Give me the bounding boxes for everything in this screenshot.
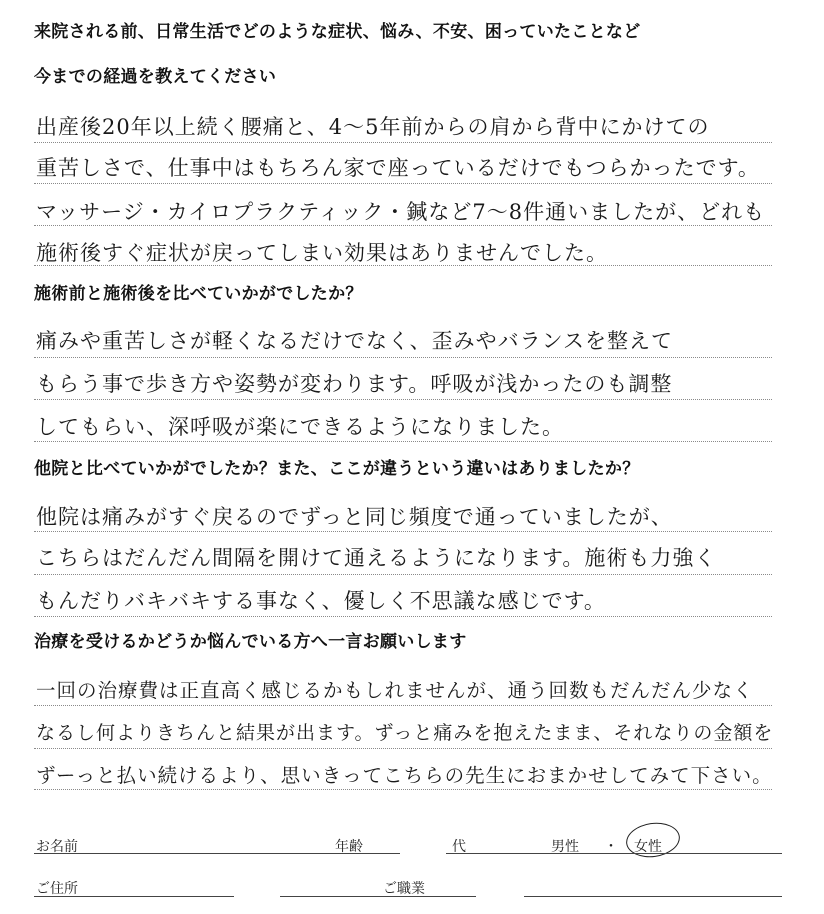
rule [34,789,772,790]
question-4: 治療を受けるかどうか悩んでいる方へ一言お願いします [34,632,467,652]
age-unit: 代 [452,839,466,855]
question-1-cont: 今までの経過を教えてください [34,67,277,87]
question-1: 来院される前、日常生活でどのような症状、悩み、不安、困っていたことなど [34,22,641,42]
address-line-2 [280,896,476,897]
answer-4-line-2: なるし何よりきちんと結果が出ます。ずっと痛みを抱えたまま、それなりの金額を [36,722,774,744]
answer-4-line-1: 一回の治療費は正直高く感じるかもしれませんが、通う回数もだんだん少なく [36,679,754,702]
name-label: お名前 [36,839,78,855]
gender-male: 男性 [551,839,579,855]
rule [34,748,772,749]
answer-3-line-3: もんだりバキバキする事なく、優しく不思議な感じです。 [36,589,606,613]
rule [34,225,772,226]
address-line-1 [34,896,234,897]
rule [34,531,772,532]
rule [34,705,772,706]
occupation-line [524,896,782,897]
answer-3-line-1: 他院は痛みがすぐ戻るのでずっと同じ頻度で通っていましたが、 [36,505,673,529]
rule [34,183,772,184]
rule [34,616,772,617]
occupation-label: ご職業 [383,881,425,897]
address-label: ご住所 [36,881,78,897]
name-age-line [34,853,400,854]
rule [34,399,772,400]
age-label: 年齢 [335,839,363,855]
answer-1-line-2: 重苦しさで、仕事中はもちろん家で座っているだけでもつらかったです。 [36,156,760,180]
rule [34,574,772,575]
answer-2-line-2: もらう事で歩き方や姿勢が変わります。呼吸が浅かったのも調整 [36,372,673,396]
gender-female: 女性 [634,839,662,855]
answer-1-line-4: 施術後すぐ症状が戻ってしまい効果はありませんでした。 [36,241,608,265]
selection-circle [624,819,682,860]
answer-1-line-3: マッサージ・カイロプラクティック・鍼など7〜8件通いましたが、どれも [36,200,766,224]
answer-1-line-1: 出産後20年以上続く腰痛と、4〜5年前からの肩から背中にかけての [36,115,710,139]
answer-2-line-3: してもらい、深呼吸が楽にできるようになりました。 [36,415,564,439]
rule [34,441,772,442]
gender-line [446,853,782,854]
answer-2-line-1: 痛みや重苦しさが軽くなるだけでなく、歪みやバランスを整えて [36,329,673,353]
question-2: 施術前と施術後を比べていかがでしたか？ [34,284,363,304]
answer-3-line-2: こちらはだんだん間隔を開けて通えるようになります。施術も力強く [36,546,717,570]
rule [34,142,772,143]
rule [34,265,772,266]
rule [34,357,772,358]
answer-4-line-3: ずーっと払い続けるより、思いきってこちらの先生におまかせしてみて下さい。 [36,764,773,787]
question-3: 他院と比べていかがでしたか？また、ここが違うという違いはありましたか？ [34,459,640,479]
gender-separator: ・ [604,839,618,855]
